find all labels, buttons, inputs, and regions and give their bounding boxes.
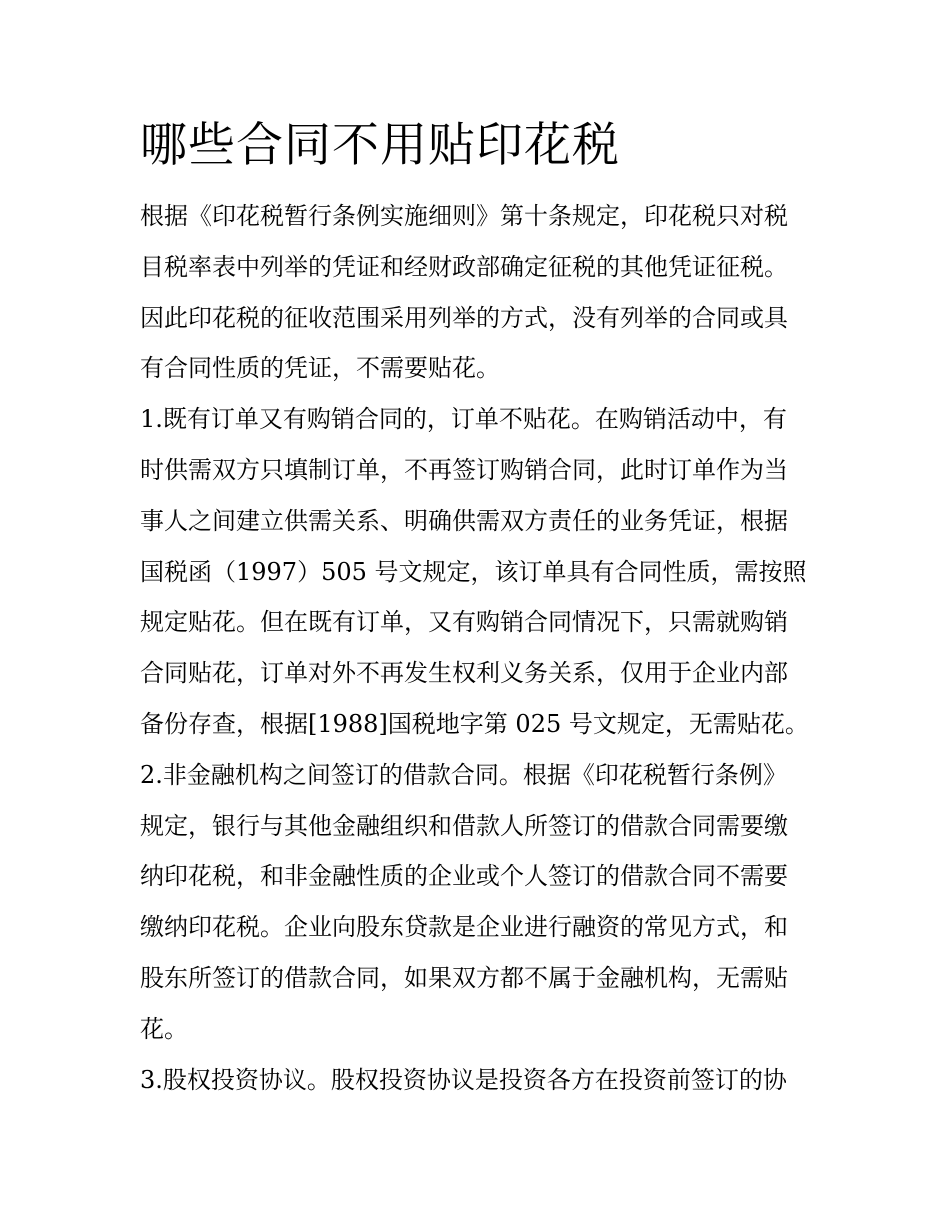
body-line: 股东所签订的借款合同，如果双方都不属于金融机构，无需贴 — [140, 963, 788, 992]
body-line: 备份存查，根据[1988]国税地字第 025 号文规定，无需贴花。 — [140, 709, 809, 738]
body-line: 因此印花税的征收范围采用列举的方式，没有列举的合同或具 — [140, 303, 788, 332]
body-line: 3.股权投资协议。股权投资协议是投资各方在投资前签订的协 — [140, 1065, 787, 1094]
document-body — [140, 191, 814, 1105]
body-line: 有合同性质的凭证，不需要贴花。 — [140, 354, 500, 383]
body-line: 事人之间建立供需关系、明确供需双方责任的业务凭证，根据 — [140, 506, 788, 535]
body-line: 时供需双方只填制订单，不再签订购销合同，此时订单作为当 — [140, 455, 788, 484]
body-line: 合同贴花，订单对外不再发生权利义务关系，仅用于企业内部 — [140, 659, 788, 688]
document-page — [140, 113, 814, 1105]
body-line: 纳印花税，和非金融性质的企业或个人签订的借款合同不需要 — [140, 862, 788, 891]
body-line: 目税率表中列举的凭证和经财政部确定征税的其他凭证征税。 — [140, 252, 788, 281]
body-line: 花。 — [140, 1014, 188, 1043]
body-line: 规定贴花。但在既有订单，又有购销合同情况下，只需就购销 — [140, 608, 788, 637]
body-line: 1.既有订单又有购销合同的，订单不贴花。在购销活动中，有 — [140, 405, 787, 434]
body-line: 规定，银行与其他金融组织和借款人所签订的借款合同需要缴 — [140, 811, 788, 840]
body-line: 2.非金融机构之间签订的借款合同。根据《印花税暂行条例》 — [140, 760, 787, 789]
body-line: 根据《印花税暂行条例实施细则》第十条规定，印花税只对税 — [140, 202, 788, 230]
document-title: 哪些合同不用贴印花税 — [140, 118, 620, 173]
body-line: 国税函（1997）505 号文规定，该订单具有合同性质，需按照 — [140, 557, 807, 586]
body-line: 缴纳印花税。企业向股东贷款是企业进行融资的常见方式，和 — [140, 913, 788, 942]
